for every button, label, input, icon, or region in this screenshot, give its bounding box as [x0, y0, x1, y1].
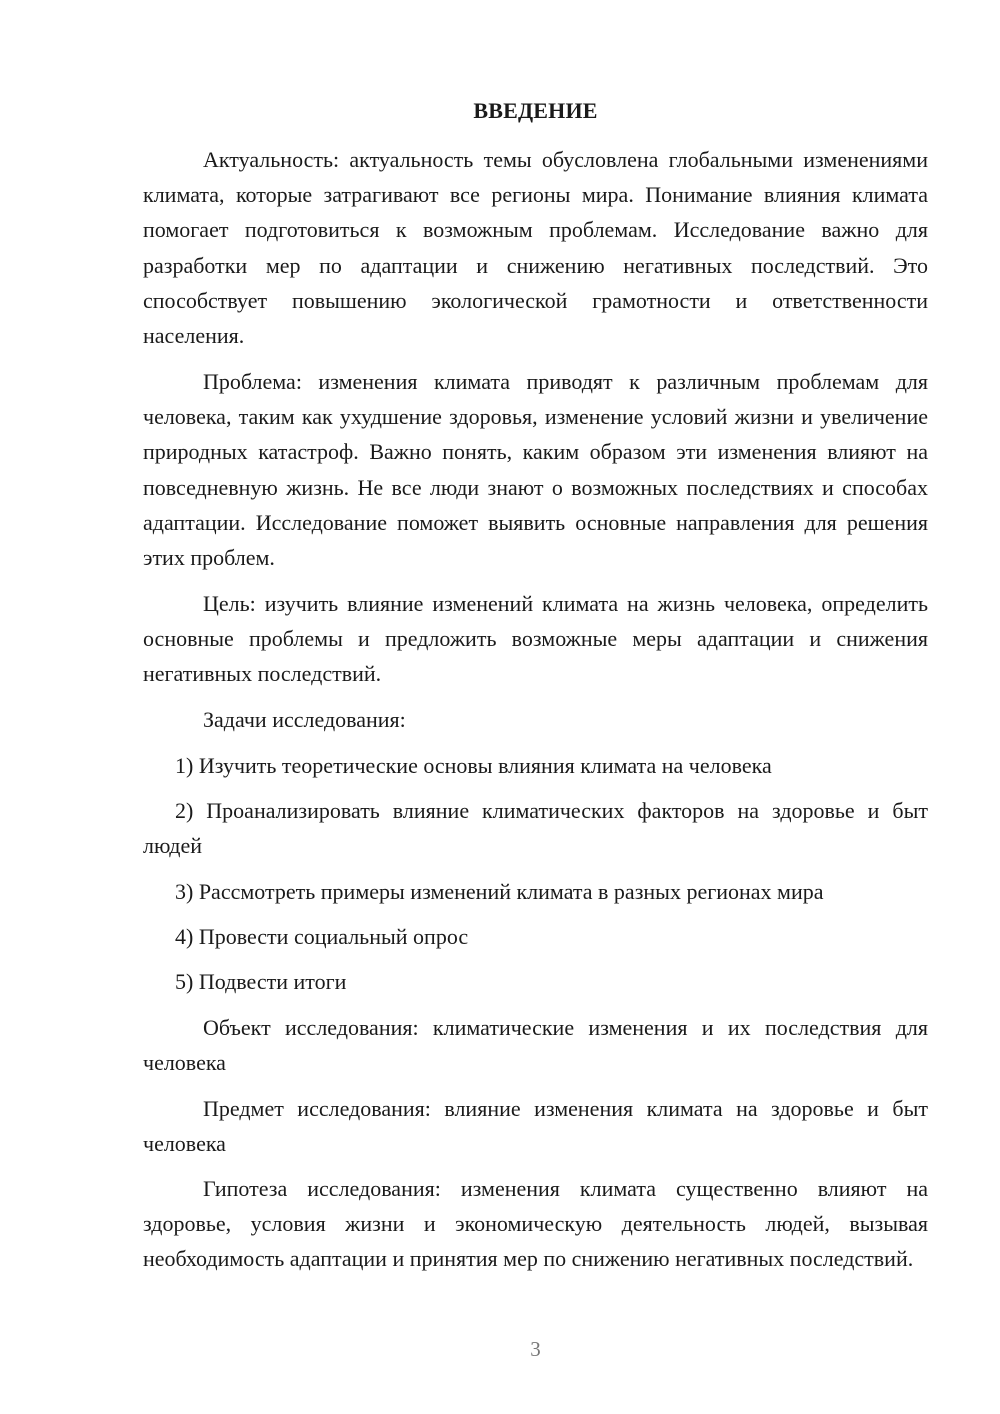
object-paragraph: Объект исследования: климатические изменения и их последствия для человека — [143, 1015, 928, 1076]
page-number: 3 — [530, 1337, 541, 1361]
task-item-5: 5) Подвести итоги — [175, 969, 347, 994]
task-item-3: 3) Рассмотреть примеры изменений климата в разных регионах мира — [175, 879, 824, 904]
subject-paragraph: Предмет исследования: влияние изменения климата на здоровье и быт человека — [143, 1096, 928, 1157]
problem-paragraph: Проблема: изменения климата приводят к различным проблемам для человека, таким как ухудшение здоровья, изменение условий жизни и увеличение природных катастроф. Важно понять, каким образом эти изменения влияют на повседневную жизнь. Не все люди знают о возможных последствиях и способах адаптации. Исследование поможет выявить основные направления для решения этих проблем. — [143, 369, 928, 571]
relevance-paragraph: Актуальность: актуальность темы обусловлена глобальными изменениями климата, которые затрагивают все регионы мира. Понимание влияния климата помогает подготовиться к возможным проблемам. Исследование важно для разработки мер по адаптации и снижению негативных последствий. Это способствует повышению экологической грамотности и ответственности населения. — [143, 147, 928, 349]
goal-paragraph: Цель: изучить влияние изменений климата на жизнь человека, определить основные проблемы и предложить возможные меры адаптации и снижения негативных последствий. — [143, 591, 928, 687]
tasks-heading: Задачи исследования: — [203, 707, 406, 732]
task-item-1: 1) Изучить теоретические основы влияния климата на человека — [175, 753, 772, 778]
hypothesis-paragraph: Гипотеза исследования: изменения климата существенно влияют на здоровье, условия жизни и экономическую деятельность людей, вызывая необходимость адаптации и принятия мер по снижению негативных последствий. — [143, 1176, 928, 1272]
task-item-2: 2) Проанализировать влияние климатических факторов на здоровье и быт людей — [143, 798, 928, 859]
page-title: ВВЕДЕНИЕ — [473, 98, 598, 123]
task-item-4: 4) Провести социальный опрос — [175, 924, 469, 949]
document-page — [143, 0, 928, 1414]
